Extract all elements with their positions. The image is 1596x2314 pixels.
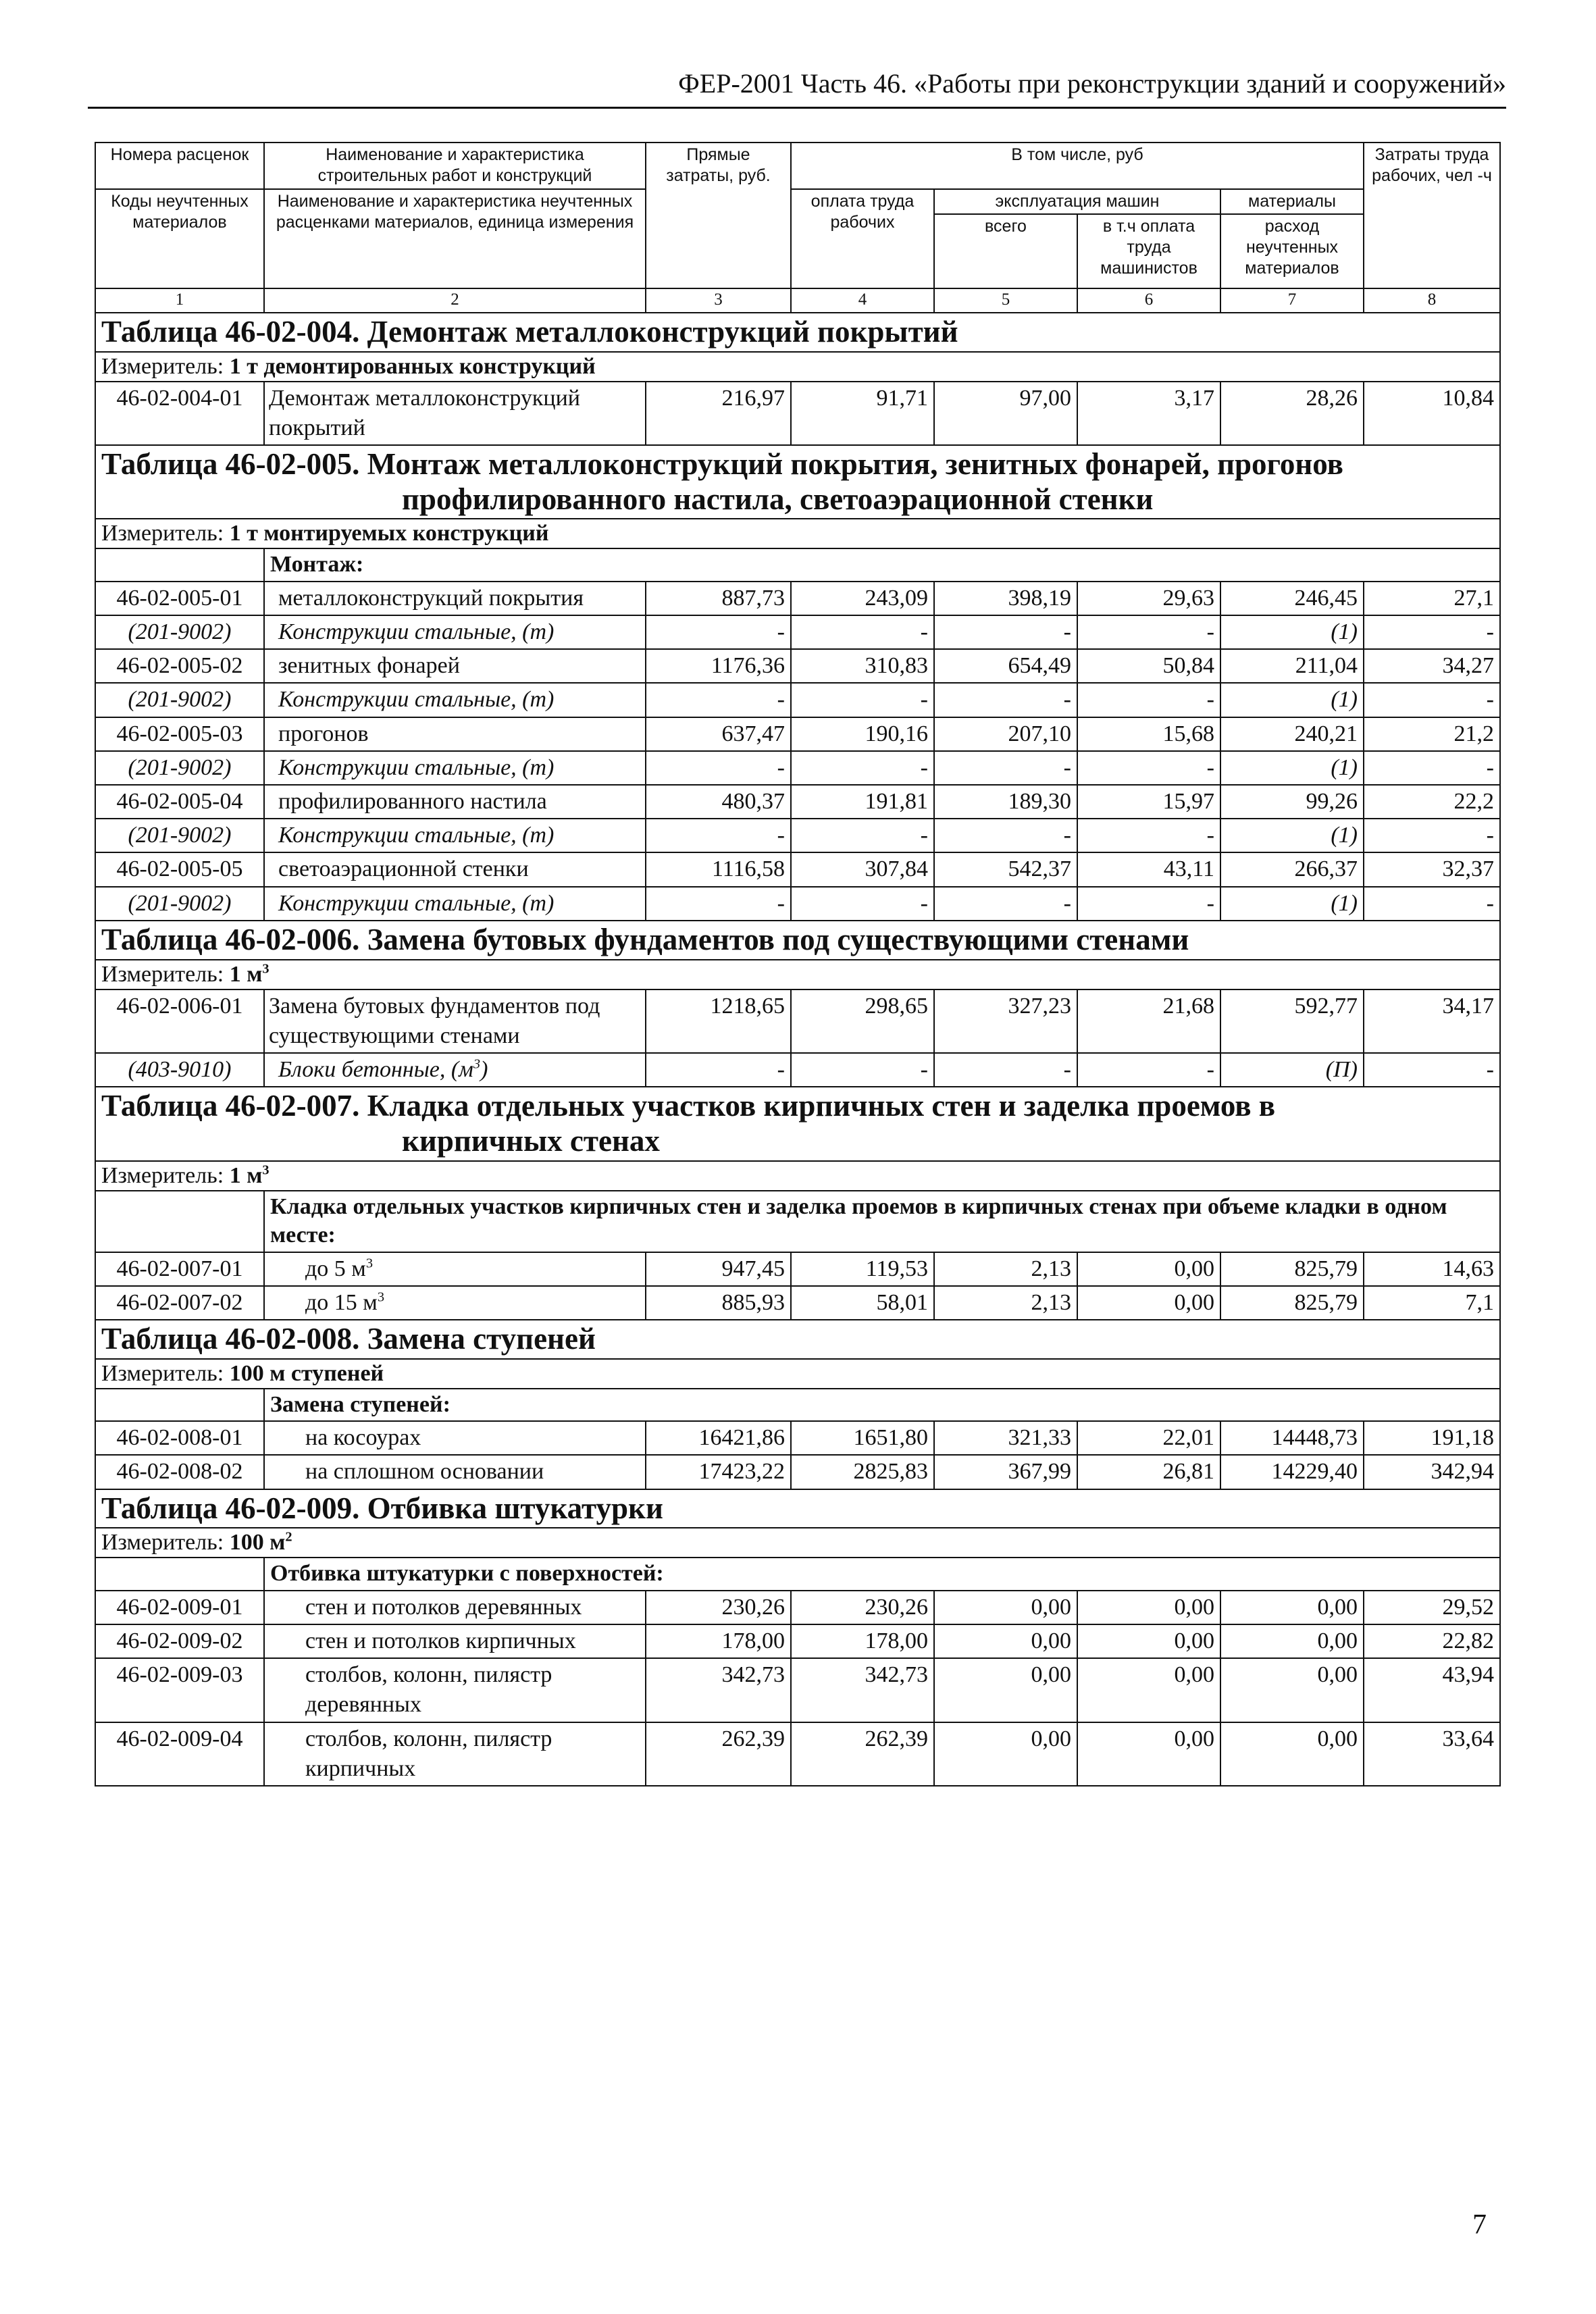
section-title-cell: [95, 921, 1500, 960]
materials-cost: 266,37: [1220, 852, 1364, 886]
unit-label: Измеритель:: [101, 1530, 224, 1555]
materials-cost: 246,45: [1220, 582, 1364, 615]
section-title-cell: [95, 1087, 1500, 1161]
section-unit: [95, 352, 1500, 382]
worker-pay: 342,73: [791, 1658, 934, 1722]
header-materials: материалы: [1220, 189, 1364, 214]
direct-costs: 178,00: [646, 1624, 791, 1658]
material-value: -: [646, 887, 791, 921]
section-title: Таблица 46-02-004. Демонтаж металлоконструкций покрытий: [101, 314, 958, 349]
section-unit: [95, 519, 1500, 548]
machinist-pay: 15,68: [1077, 717, 1220, 751]
section-title: [101, 447, 1494, 517]
rate-code: 46-02-005-01: [95, 582, 264, 615]
material-value: -: [791, 1053, 934, 1087]
material-value: -: [934, 819, 1077, 852]
header-machinist-pay: в т.ч оплата труда машинистов: [1077, 214, 1220, 288]
material-name: Конструкции стальные, (т): [264, 683, 646, 717]
section-46-02-009: [95, 1489, 1500, 1786]
direct-costs: 885,93: [646, 1286, 791, 1320]
labor-hours: 14,63: [1364, 1252, 1500, 1286]
section-unit: [95, 1359, 1500, 1389]
materials-cost: 211,04: [1220, 649, 1364, 683]
material-name: Конструкции стальные, (т): [264, 751, 646, 785]
labor-hours: 29,52: [1364, 1591, 1500, 1624]
section-46-02-005: [95, 445, 1500, 921]
material-value: -: [1077, 615, 1220, 649]
header-material-codes: Коды неучтенных материалов: [95, 189, 264, 288]
labor-hours: 32,37: [1364, 852, 1500, 886]
material-value: -: [1077, 819, 1220, 852]
labor-hours: 34,17: [1364, 989, 1500, 1053]
header-labor-costs: Затраты труда рабочих, чел -ч: [1364, 143, 1500, 288]
column-number: 7: [1220, 288, 1364, 313]
machinist-pay: 0,00: [1077, 1658, 1220, 1722]
worker-pay: 191,81: [791, 785, 934, 819]
materials-cost: 0,00: [1220, 1658, 1364, 1722]
labor-hours: 10,84: [1364, 382, 1500, 445]
section-title-line-1: Таблица 46-02-005. Монтаж металлоконструкций покрытия, зенитных фонарей, прогонов: [101, 446, 1343, 481]
work-name: металлоконструкций покрытия: [264, 582, 646, 615]
worker-pay: 2825,83: [791, 1455, 934, 1489]
section-subtitle: Отбивка штукатурки с поверхностей:: [264, 1558, 1500, 1591]
material-value: -: [1364, 819, 1500, 852]
unit-value: 100 м ступеней: [229, 1360, 384, 1386]
material-code: (201-9002): [95, 751, 264, 785]
material-value: -: [1364, 887, 1500, 921]
material-usage: (1): [1220, 887, 1364, 921]
section-title-line-2: профилированного настила, светоаэрационной стенки: [402, 482, 1154, 516]
header-worker-pay: оплата труда рабочих: [791, 189, 934, 288]
table-row: [95, 1624, 1500, 1658]
material-name: Конструкции стальные, (т): [264, 819, 646, 852]
section-title-cell: [95, 445, 1500, 519]
table-row: [95, 649, 1500, 683]
section-title-cell: [95, 313, 1500, 352]
direct-costs: 637,47: [646, 717, 791, 751]
labor-hours: 27,1: [1364, 582, 1500, 615]
section-subtitle: Замена ступеней:: [264, 1389, 1500, 1422]
machinist-pay: 15,97: [1077, 785, 1220, 819]
material-value: -: [791, 683, 934, 717]
machines-total: 0,00: [934, 1591, 1077, 1624]
machines-total: 654,49: [934, 649, 1077, 683]
machines-total: 207,10: [934, 717, 1077, 751]
unit-label: Измеритель:: [101, 961, 224, 987]
worker-pay: 58,01: [791, 1286, 934, 1320]
labor-hours: 33,64: [1364, 1722, 1500, 1786]
section-unit: [95, 960, 1500, 989]
table-row: [95, 717, 1500, 751]
materials-cost: 0,00: [1220, 1624, 1364, 1658]
work-name: столбов, колонн, пилястр деревянных: [264, 1658, 646, 1722]
column-number: 3: [646, 288, 791, 313]
rate-code: 46-02-009-01: [95, 1591, 264, 1624]
worker-pay: 298,65: [791, 989, 934, 1053]
work-name: стен и потолков деревянных: [264, 1591, 646, 1624]
material-value: -: [934, 887, 1077, 921]
work-name: прогонов: [264, 717, 646, 751]
work-name: профилированного настила: [264, 785, 646, 819]
rate-code: 46-02-008-01: [95, 1421, 264, 1455]
worker-pay: 119,53: [791, 1252, 934, 1286]
labor-hours: 7,1: [1364, 1286, 1500, 1320]
table-row: [95, 1658, 1500, 1722]
material-value: -: [934, 751, 1077, 785]
worker-pay: 262,39: [791, 1722, 934, 1786]
work-name: до 15 $м^3$: [264, 1286, 646, 1320]
rate-code: 46-02-009-02: [95, 1624, 264, 1658]
direct-costs: 17423,22: [646, 1455, 791, 1489]
materials-cost: 14229,40: [1220, 1455, 1364, 1489]
worker-pay: 91,71: [791, 382, 934, 445]
column-numbers: [95, 288, 1500, 313]
materials-cost: 99,26: [1220, 785, 1364, 819]
materials-cost: 592,77: [1220, 989, 1364, 1053]
section-46-02-007: [95, 1087, 1500, 1320]
machines-total: 189,30: [934, 785, 1077, 819]
work-name: на сплошном основании: [264, 1455, 646, 1489]
machinist-pay: 50,84: [1077, 649, 1220, 683]
unit-value: 1 $м^3$: [229, 1162, 269, 1188]
worker-pay: 1651,80: [791, 1421, 934, 1455]
unit-value: 1 $м^3$: [229, 961, 269, 987]
table-row: [95, 785, 1500, 819]
material-value: -: [791, 751, 934, 785]
material-row: [95, 683, 1500, 717]
labor-hours: 22,2: [1364, 785, 1500, 819]
machines-total: 542,37: [934, 852, 1077, 886]
rate-code: 46-02-007-02: [95, 1286, 264, 1320]
section-title: Таблица 46-02-008. Замена ступеней: [101, 1321, 596, 1356]
labor-hours: 21,2: [1364, 717, 1500, 751]
rate-code: 46-02-005-03: [95, 717, 264, 751]
machines-total: 2,13: [934, 1286, 1077, 1320]
material-row: [95, 615, 1500, 649]
header-including: В том числе, руб: [791, 143, 1364, 189]
unit-value: 1 т демонтированных конструкций: [229, 353, 596, 379]
material-value: -: [1077, 1053, 1220, 1087]
rate-code: 46-02-009-03: [95, 1658, 264, 1722]
rate-code: 46-02-005-02: [95, 649, 264, 683]
rates-table: [95, 142, 1501, 1786]
machinist-pay: 0,00: [1077, 1624, 1220, 1658]
material-name: Конструкции стальные, (т): [264, 887, 646, 921]
machines-total: 0,00: [934, 1722, 1077, 1786]
material-value: -: [934, 615, 1077, 649]
column-number: 4: [791, 288, 934, 313]
column-number: 1: [95, 288, 264, 313]
machinist-pay: 22,01: [1077, 1421, 1220, 1455]
material-code: (201-9002): [95, 615, 264, 649]
table-row: [95, 1252, 1500, 1286]
direct-costs: 947,45: [646, 1252, 791, 1286]
table-row: [95, 1722, 1500, 1786]
direct-costs: 16421,86: [646, 1421, 791, 1455]
table-row: [95, 582, 1500, 615]
section-title-line-2: кирпичных стенах: [402, 1123, 660, 1158]
direct-costs: 230,26: [646, 1591, 791, 1624]
material-value: -: [1077, 887, 1220, 921]
table-row: [95, 382, 1500, 445]
material-code: (201-9002): [95, 887, 264, 921]
work-name: Демонтаж металлоконструкций покрытий: [264, 382, 646, 445]
work-name: светоаэрационной стенки: [264, 852, 646, 886]
work-name: стен и потолков кирпичных: [264, 1624, 646, 1658]
work-name: столбов, колонн, пилястр кирпичных: [264, 1722, 646, 1786]
header-work-name: Наименование и характеристика строительных работ и конструкций: [264, 143, 646, 189]
materials-cost: 14448,73: [1220, 1421, 1364, 1455]
section-46-02-004: [95, 313, 1500, 445]
machines-total: 0,00: [934, 1624, 1077, 1658]
material-value: -: [646, 615, 791, 649]
materials-cost: 825,79: [1220, 1286, 1364, 1320]
header-machines: эксплуатация машин: [934, 189, 1220, 214]
section-title: [101, 1089, 1494, 1159]
labor-hours: 342,94: [1364, 1455, 1500, 1489]
section-title-cell: [95, 1320, 1500, 1359]
materials-cost: 825,79: [1220, 1252, 1364, 1286]
material-row: [95, 819, 1500, 852]
labor-hours: 22,82: [1364, 1624, 1500, 1658]
machinist-pay: 21,68: [1077, 989, 1220, 1053]
unit-label: Измеритель:: [101, 521, 224, 546]
direct-costs: 1218,65: [646, 989, 791, 1053]
machines-total: 0,00: [934, 1658, 1077, 1722]
direct-costs: 480,37: [646, 785, 791, 819]
material-code: (403-9010): [95, 1053, 264, 1087]
header-rate-number: Номера расценок: [95, 143, 264, 189]
material-usage: (П): [1220, 1053, 1364, 1087]
unit-label: Измеритель:: [101, 353, 224, 379]
header-material-usage: расход неучтенных материалов: [1220, 214, 1364, 288]
worker-pay: 310,83: [791, 649, 934, 683]
header-machines-total: всего: [934, 214, 1077, 288]
worker-pay: 243,09: [791, 582, 934, 615]
section-unit: [95, 1528, 1500, 1558]
labor-hours: 191,18: [1364, 1421, 1500, 1455]
unit-label: Измеритель:: [101, 1360, 224, 1386]
rate-code: 46-02-008-02: [95, 1455, 264, 1489]
material-value: -: [646, 819, 791, 852]
work-name: зенитных фонарей: [264, 649, 646, 683]
material-value: -: [1364, 615, 1500, 649]
material-value: -: [1077, 751, 1220, 785]
material-row: [95, 1053, 1500, 1087]
worker-pay: 307,84: [791, 852, 934, 886]
column-number: 8: [1364, 288, 1500, 313]
machinist-pay: 26,81: [1077, 1455, 1220, 1489]
material-value: -: [646, 1053, 791, 1087]
direct-costs: 1176,36: [646, 649, 791, 683]
direct-costs: 262,39: [646, 1722, 791, 1786]
section-title-cell: [95, 1489, 1500, 1528]
unit-label: Измеритель:: [101, 1162, 224, 1188]
material-name: Конструкции стальные, (т): [264, 615, 646, 649]
table-row: [95, 989, 1500, 1053]
unit-value: 1 т монтируемых конструкций: [229, 521, 549, 546]
table-row: [95, 1455, 1500, 1489]
machines-total: 321,33: [934, 1421, 1077, 1455]
section-46-02-008: [95, 1320, 1500, 1489]
section-unit: [95, 1161, 1500, 1191]
machinist-pay: 0,00: [1077, 1591, 1220, 1624]
material-name: Блоки бетонные, $(м^3)$: [264, 1053, 646, 1087]
materials-cost: 0,00: [1220, 1591, 1364, 1624]
table-row: [95, 1286, 1500, 1320]
machinist-pay: 0,00: [1077, 1252, 1220, 1286]
material-value: -: [1364, 751, 1500, 785]
table-row: [95, 1591, 1500, 1624]
machinist-pay: 29,63: [1077, 582, 1220, 615]
rate-code: 46-02-005-05: [95, 852, 264, 886]
machinist-pay: 0,00: [1077, 1722, 1220, 1786]
material-value: -: [791, 887, 934, 921]
labor-hours: 43,94: [1364, 1658, 1500, 1722]
materials-cost: 0,00: [1220, 1722, 1364, 1786]
machines-total: 2,13: [934, 1252, 1077, 1286]
materials-cost: 28,26: [1220, 382, 1364, 445]
table-header: [95, 143, 1500, 313]
section-46-02-006: [95, 921, 1500, 1087]
header-rule: [88, 107, 1506, 109]
machinist-pay: 0,00: [1077, 1286, 1220, 1320]
material-value: -: [934, 1053, 1077, 1087]
material-row: [95, 887, 1500, 921]
material-code: (201-9002): [95, 819, 264, 852]
material-value: -: [791, 615, 934, 649]
machines-total: 97,00: [934, 382, 1077, 445]
rate-code: 46-02-005-04: [95, 785, 264, 819]
material-value: -: [646, 751, 791, 785]
direct-costs: 342,73: [646, 1658, 791, 1722]
worker-pay: 178,00: [791, 1624, 934, 1658]
labor-hours: 34,27: [1364, 649, 1500, 683]
material-value: -: [1077, 683, 1220, 717]
material-usage: (1): [1220, 615, 1364, 649]
machinist-pay: 43,11: [1077, 852, 1220, 886]
material-value: -: [646, 683, 791, 717]
header-direct-costs: Прямые затраты, руб.: [646, 143, 791, 288]
work-name: Замена бутовых фундаментов под существующими стенами: [264, 989, 646, 1053]
column-number: 6: [1077, 288, 1220, 313]
material-value: -: [791, 819, 934, 852]
machines-total: 327,23: [934, 989, 1077, 1053]
rate-code: 46-02-007-01: [95, 1252, 264, 1286]
work-name: на косоурах: [264, 1421, 646, 1455]
machines-total: 398,19: [934, 582, 1077, 615]
rate-code: 46-02-004-01: [95, 382, 264, 445]
material-value: -: [1364, 1053, 1500, 1087]
page-header: ФЕР-2001 Часть 46. «Работы при реконструкции зданий и сооружений»: [678, 68, 1506, 99]
rate-code: 46-02-009-04: [95, 1722, 264, 1786]
unit-value: 100 $м^2$: [229, 1529, 292, 1555]
material-row: [95, 751, 1500, 785]
table-row: [95, 852, 1500, 886]
section-title-line-1: Таблица 46-02-007. Кладка отдельных участков кирпичных стен и заделка проемов в: [101, 1089, 1276, 1123]
machines-total: 367,99: [934, 1455, 1077, 1489]
material-value: -: [934, 683, 1077, 717]
material-usage: (1): [1220, 819, 1364, 852]
section-title: Таблица 46-02-009. Отбивка штукатурки: [101, 1491, 663, 1525]
page-number: 7: [1472, 2209, 1487, 2240]
material-usage: (1): [1220, 683, 1364, 717]
section-title: Таблица 46-02-006. Замена бутовых фундаментов под существующими стенами: [101, 922, 1189, 956]
section-subtitle: Кладка отдельных участков кирпичных стен и заделка проемов в кирпичных стенах при объеме кладки в одном месте:: [264, 1191, 1500, 1252]
table-row: [95, 1421, 1500, 1455]
machinist-pay: 3,17: [1077, 382, 1220, 445]
section-subtitle: Монтаж:: [264, 548, 1500, 582]
worker-pay: 230,26: [791, 1591, 934, 1624]
material-code: (201-9002): [95, 683, 264, 717]
column-number: 2: [264, 288, 646, 313]
material-usage: (1): [1220, 751, 1364, 785]
work-name: до 5 $м^3$: [264, 1252, 646, 1286]
column-number: 5: [934, 288, 1077, 313]
direct-costs: 1116,58: [646, 852, 791, 886]
materials-cost: 240,21: [1220, 717, 1364, 751]
worker-pay: 190,16: [791, 717, 934, 751]
header-material-name: Наименование и характеристика неучтенных расценками материалов, единица измерения: [264, 189, 646, 288]
rate-code: 46-02-006-01: [95, 989, 264, 1053]
material-value: -: [1364, 683, 1500, 717]
direct-costs: 887,73: [646, 582, 791, 615]
direct-costs: 216,97: [646, 382, 791, 445]
